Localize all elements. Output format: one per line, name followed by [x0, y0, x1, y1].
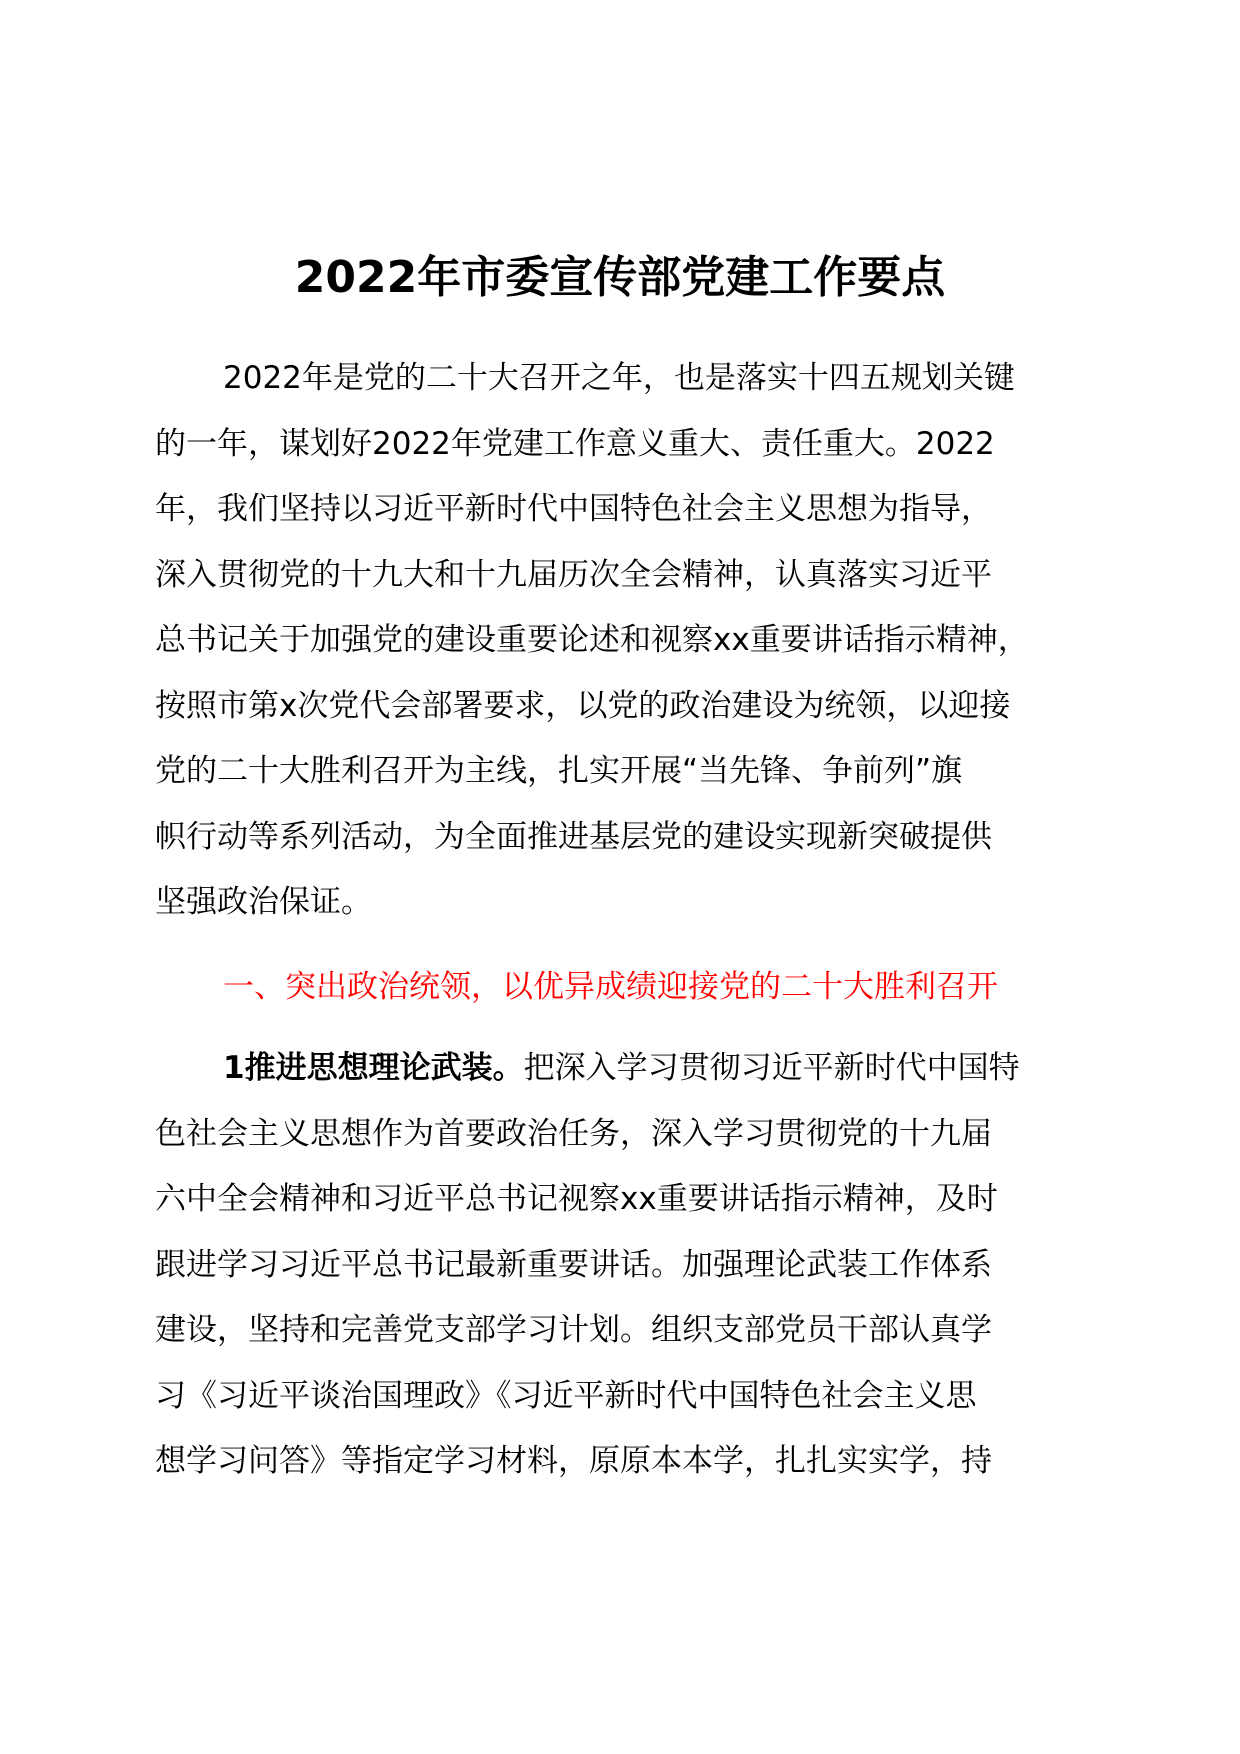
- document-title: 2022年市委宣传部党建工作要点: [294, 252, 946, 303]
- item-1-line: 跟进学习习近平总书记最新重要讲话。加强理论武装工作体系: [155, 1246, 992, 1283]
- intro-line: 深入贯彻党的十九大和十九届历次全会精神，认真落实习近平: [155, 556, 992, 593]
- intro-line: 帜行动等系列活动，为全面推进基层党的建设实现新突破提供: [155, 818, 992, 855]
- item-1-line: 六中全会精神和习近平总书记视察xx重要讲话指示精神，及时: [155, 1181, 998, 1217]
- intro-line: 2022年是党的二十大召开之年，也是落实十四五规划关键: [223, 360, 1015, 396]
- item-1-line: 建设，坚持和完善党支部学习计划。组织支部党员干部认真学: [155, 1312, 992, 1348]
- item-1-line: 想学习问答》等指定学习材料，原原本本学，扎扎实实学，持: [155, 1443, 992, 1479]
- intro-line: 党的二十大胜利召开为主线，扎实开展“当先锋、争前列”旗: [155, 753, 963, 789]
- item-1-paragraph: [155, 1036, 1095, 1495]
- intro-paragraph: [155, 346, 1095, 936]
- intro-line: 坚强政治保证。: [155, 884, 372, 920]
- item-1-first-line: [155, 1036, 1095, 1102]
- section-1-heading: 一、突出政治统领，以优异成绩迎接党的二十大胜利召开: [223, 969, 998, 1005]
- item-1-line: 色社会主义思想作为首要政治任务，深入学习贯彻党的十九届: [155, 1115, 992, 1152]
- item-1-lead: 1推进思想理论武装。: [223, 1050, 524, 1086]
- item-1-line: 习《习近平谈治国理政》《习近平新时代中国特色社会主义思: [155, 1377, 977, 1414]
- intro-line: 按照市第x次党代会部署要求，以党的政治建设为统领，以迎接: [155, 687, 1011, 724]
- item-1-first-line-rest: 把深入学习贯彻习近平新时代中国特: [523, 1050, 1020, 1086]
- intro-line: 总书记关于加强党的建设重要论述和视察xx重要讲话指示精神，: [155, 622, 1029, 658]
- intro-line: 的一年，谋划好2022年党建工作意义重大、责任重大。2022: [155, 425, 995, 462]
- intro-line: 年，我们坚持以习近平新时代中国特色社会主义思想为指导，: [155, 491, 992, 527]
